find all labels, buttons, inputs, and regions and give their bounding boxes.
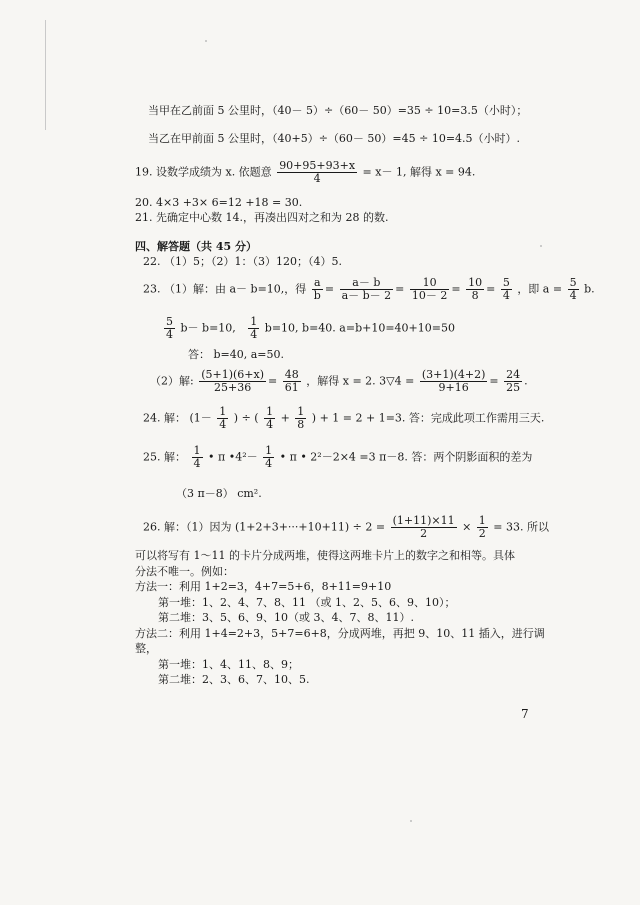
q25-text-end: • π • 2²－2×4 =3 π－8. 答：两个阴影面积的差为 [279,450,533,464]
q23-fraction [501,277,512,302]
denominator: b [313,289,321,302]
q26-paragraph-line: 可以将写有 1～11 的卡片分成两堆，使得这两堆卡片上的数字之和相等。具体 [135,549,515,562]
denominator: 25+36 [214,381,252,394]
denominator: 2 [478,527,486,540]
method-one: 方法一：利用 1+2=3，4+7=5+6，8+11=9+10 [135,580,392,593]
q26-fraction [477,515,488,540]
numerator: (5+1)(6+x) [201,368,265,381]
denominator: 61 [284,381,299,394]
numerator: 48 [284,368,299,381]
question-23-part1: 23. （1）解：由 a－ b=10,，得 $\frac{a}{b}$ = $\frac{a- b}{a- b- 2}$ = $\frac{10}{10- 2}$ = $\frac{10}{8}$ = $\frac{5}{4}$ ，即 a = $\frac{5}{4}$ b. [143,276,595,302]
question-25 [143,445,532,470]
denominator: 4 [265,457,273,470]
denominator: 4 [250,328,258,341]
q23-2-label: （2）解: [150,374,194,388]
numerator: 1 [265,444,273,457]
question-23-part2: （2）解: $\frac{(5+1)(6+x)}{25+36}$ = $\frac{48}{61}$ ，解得 x = 2. 3▽4 = $\frac{(3+1)(4+2)}{9+16}$ = $\frac{24}{25}$ . [150,368,528,394]
denominator: 4 [193,457,201,470]
q24-text: ) ÷ ( [233,411,259,425]
q23b-fraction [248,316,259,341]
q25-fraction [192,445,203,470]
method-two: 方法二：利用 1+4=2+3，5+7=6+8，分成两堆，再把 9、10、11 插入，进行调 [135,627,545,640]
numerator: 5 [569,276,577,289]
q24-fraction [264,406,275,431]
q19-denominator: 4 [313,172,321,185]
q24-text: 24. 解： (1－ [143,411,212,425]
q23b-fraction [164,316,175,341]
scan-speck [410,820,412,822]
q23-fraction [568,277,579,302]
q19-result: = x－ 1, 解得 x = 94. [362,165,476,179]
q26-times: × [462,520,472,534]
scan-margin-line [45,20,46,130]
question-19 [135,160,475,185]
denominator: 4 [266,418,274,431]
denominator: 4 [569,289,577,302]
q26-text: 26. 解：（1）因为 (1+2+3+···+10+11) ÷ 2 = [143,520,386,534]
q26-fraction [391,515,457,540]
line-yi-ahead: 当乙在甲前面 5 公里时，（40+5）÷（60－ 50）=45 ÷ 10=4.5（小时）. [148,132,521,145]
denominator: 4 [166,328,173,341]
numerator: 1 [219,405,227,418]
section-heading-4: 四、解答题（共 45 分） [135,240,257,253]
q23-text-end: b. [584,282,595,296]
method-two-pile-1: 第一堆：1、4、11、8、9； [158,658,299,671]
question-25-continued: （3 π－8） cm². [176,487,262,500]
q23-fraction [410,277,450,302]
numerator: 10 [468,276,483,289]
denominator: 4 [502,289,510,302]
numerator: 1 [478,514,486,527]
q25-text: 25. 解： [143,450,186,464]
question-21: 21. 先确定中心数 14.，再凑出四对之和为 28 的数. [135,211,389,224]
denominator: 8 [471,289,479,302]
q24-plus: + [280,411,290,425]
denominator: 8 [297,418,305,431]
scan-speck [205,40,207,42]
q23-2-end: . [524,374,528,388]
line-jia-ahead: 当甲在乙前面 5 公里时，（40－ 5）÷（60－ 50）=35 ÷ 10=3.5（小时）； [148,104,528,117]
question-23-solve [162,316,455,341]
method-one-pile-1: 第一堆：1、2、4、7、8、11 （或 1、2、5、6、9、10）； [158,596,456,609]
q23-2-fraction [199,369,266,394]
numerator: a [312,277,323,290]
q25-fraction [263,445,274,470]
method-two-pile-2: 第二堆：2、3、6、7、10、5. [158,673,310,686]
q23b-text: b－ b=10, [180,321,236,335]
numerator: 5 [166,315,173,328]
q25-text: • π •4²－ [208,450,258,464]
numerator: (1+11)×11 [392,514,455,527]
q23-fraction [312,277,323,302]
q23-2-fraction [504,369,522,394]
denominator: 9+16 [438,381,469,394]
denominator: 4 [219,418,227,431]
scan-speck [540,245,542,247]
numerator: 5 [502,276,510,289]
q23-fraction [466,277,484,302]
question-20: 20. 4×3 +3× 6=12 +18 = 30. [135,196,303,209]
q26-text-end: = 33. 所以 [493,520,550,534]
q19-text: 19. 设数学成绩为 x. 依题意 [135,165,272,179]
method-two-cont: 整， [135,642,157,655]
method-one-pile-2: 第二堆：3、5、6、9、10（或 3、4、7、8、11）. [158,611,414,624]
numerator: 1 [250,315,258,328]
question-22: 22. （1）5；（2）1：（3）120；（4）5. [143,255,342,268]
numerator: (3+1)(4+2) [421,368,486,381]
numerator: 1 [297,405,305,418]
q23-2-fraction [420,369,488,394]
numerator: 10 [410,277,450,290]
question-23-answer: 答： b=40, a=50. [188,348,285,361]
page-number: 7 [521,707,529,721]
denominator: 10－ 2 [411,289,448,302]
q23-text-mid: ，即 a = [517,282,563,296]
q24-fraction [295,406,306,431]
numerator: a－ b [340,277,394,290]
denominator: a－ b－ 2 [341,289,392,302]
denominator: 25 [506,381,521,394]
q19-fraction [277,160,357,185]
question-26 [143,515,549,540]
numerator: 1 [193,444,201,457]
numerator: 24 [506,368,521,381]
q23-2-fraction [283,369,301,394]
q24-text-end: ) + 1 = 2 + 1=3. 答：完成此项工作需用三天. [311,411,545,425]
q19-numerator: 90+95+93+x [279,159,356,172]
q24-fraction [217,406,228,431]
denominator: 2 [420,527,428,540]
q23b-text: b=10, b=40. a=b+10=40+10=50 [264,321,455,335]
question-24 [143,406,544,431]
numerator: 1 [266,405,274,418]
q23-fraction [340,277,394,302]
q23-2-text: ，解得 x = 2. 3▽4 = [306,374,415,388]
q23-text: 23. （1）解：由 a－ b=10,，得 [143,282,307,296]
q26-paragraph-line: 分法不唯一。例如： [135,565,234,578]
